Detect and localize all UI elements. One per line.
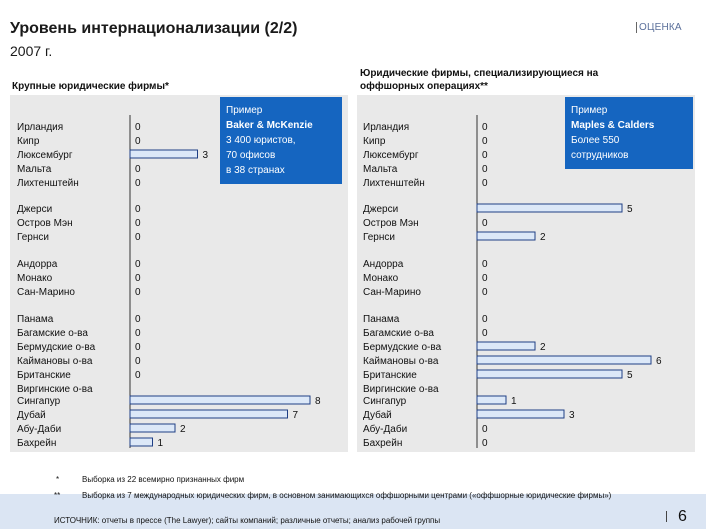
bar-value-label: 0: [482, 287, 488, 298]
bar-value-label: 0: [482, 314, 488, 325]
bar-value-label: 0: [135, 178, 141, 189]
bar-value-label: 0: [135, 370, 141, 381]
category-label: Монако: [17, 273, 53, 284]
bar-value-label: 0: [135, 232, 141, 243]
category-label: Кипр: [17, 136, 40, 147]
category-label: Каймановы о-ва: [363, 356, 439, 367]
bar-value-label: 0: [135, 287, 141, 298]
category-label: Британские Виргинские о-ва: [363, 370, 439, 395]
category-label: Гернси: [17, 232, 49, 243]
left-callout-line5: в 38 странах: [226, 165, 285, 176]
bar-value-label: 1: [511, 396, 517, 407]
category-label: Дубай: [363, 410, 392, 421]
footnote-mark-1: *: [56, 475, 60, 484]
bar-value-label: 0: [482, 178, 488, 189]
right-panel-title: Юридические фирмы, специализирующиеся на оффшорных операциях**: [360, 68, 599, 92]
category-label: Люксембург: [17, 150, 73, 161]
left-callout-firm: Baker & McKenzie: [226, 120, 313, 131]
category-label: Багамские о-ва: [363, 328, 434, 339]
category-label: Сингапур: [17, 396, 61, 407]
left-example-callout: [220, 97, 342, 184]
assessment-badge: ОЦЕНКА: [636, 22, 682, 33]
category-label: Люксембург: [363, 150, 419, 161]
footnote-1: Выборка из 22 всемирно признанных фирм: [82, 475, 245, 484]
category-label: Гернси: [363, 232, 395, 243]
category-label: Мальта: [17, 164, 52, 175]
bar-value-label: 0: [135, 136, 141, 147]
bar-value-label: 0: [482, 424, 488, 435]
bar: [477, 342, 535, 350]
left-callout-line1: Пример: [226, 105, 263, 116]
category-label: Монако: [363, 273, 399, 284]
category-label: Остров Мэн: [17, 218, 73, 229]
page-title: Уровень интернационализации (2/2): [10, 20, 298, 37]
category-label: Сан-Марино: [17, 287, 75, 298]
left-panel-title: Крупные юридические фирмы*: [12, 81, 169, 92]
footnote-2: Выборка из 7 международных юридических фирм, в основном занимающихся оффшорными центрами («оффшорные юридические фирмы»): [82, 491, 612, 500]
category-label: Мальта: [363, 164, 398, 175]
bar-value-label: 0: [482, 259, 488, 270]
category-label: Британские Виргинские о-ва: [17, 370, 93, 395]
category-label: Бахрейн: [363, 438, 403, 449]
bar-value-label: 0: [135, 164, 141, 175]
bar-value-label: 0: [135, 273, 141, 284]
category-label: Андорра: [17, 259, 58, 270]
category-label: Абу-Даби: [363, 424, 408, 435]
category-label: Джерси: [363, 204, 399, 215]
bar: [477, 232, 535, 240]
right-callout-firm: Maples & Calders: [571, 120, 655, 131]
category-label: Панама: [363, 314, 400, 325]
bar-value-label: 8: [315, 396, 321, 407]
category-label: Ирландия: [363, 122, 410, 133]
bar: [477, 370, 622, 378]
bar-value-label: 0: [135, 122, 141, 133]
category-label: Бахрейн: [17, 438, 57, 449]
category-label: Бермудские о-ва: [17, 342, 96, 353]
category-label: Остров Мэн: [363, 218, 419, 229]
category-label: Андорра: [363, 259, 404, 270]
bar-value-label: 5: [627, 370, 633, 381]
page-subtitle: 2007 г.: [10, 43, 53, 59]
bar-value-label: 0: [135, 356, 141, 367]
bar-value-label: 0: [482, 273, 488, 284]
source-note: ИСТОЧНИК: отчеты в прессе (The Lawyer); сайты компаний; различные отчеты; анализ рабочей группы: [54, 516, 441, 525]
bar-value-label: 0: [482, 438, 488, 449]
category-label: Абу-Даби: [17, 424, 62, 435]
category-label: Дубай: [17, 410, 46, 421]
bar-value-label: 7: [292, 410, 299, 421]
bar-value-label: 0: [135, 218, 141, 229]
category-label: Панама: [17, 314, 54, 325]
category-label: Лихтенштейн: [363, 178, 425, 189]
category-label: Ирландия: [17, 122, 64, 133]
bar-value-label: 6: [656, 356, 662, 367]
category-label: Джерси: [17, 204, 53, 215]
right-callout-line1: Пример: [571, 105, 608, 116]
category-label: Каймановы о-ва: [17, 356, 93, 367]
bar-value-label: 0: [135, 328, 141, 339]
bar-value-label: 0: [482, 218, 488, 229]
category-label: Сингапур: [363, 396, 407, 407]
category-label: Сан-Марино: [363, 287, 421, 298]
category-label: Багамские о-ва: [17, 328, 88, 339]
bar-value-label: 0: [135, 259, 141, 270]
category-label: Кипр: [363, 136, 386, 147]
left-callout-line4: 70 офисов: [226, 150, 276, 161]
bar: [477, 410, 564, 418]
page-number: 6: [678, 508, 687, 525]
bar-value-label: 3: [202, 150, 209, 161]
bar-value-label: 0: [482, 328, 488, 339]
right-callout-line3: Более 550: [571, 135, 620, 146]
category-label: Бермудские о-ва: [363, 342, 442, 353]
bar-value-label: 0: [135, 342, 141, 353]
category-label: Лихтенштейн: [17, 178, 79, 189]
footnote-mark-2: **: [54, 491, 61, 500]
bar-value-label: 2: [540, 342, 546, 353]
left-callout-line3: 3 400 юристов,: [226, 135, 296, 146]
page-divider: [666, 511, 667, 522]
bar-value-label: 0: [482, 164, 488, 175]
bar-value-label: 2: [180, 424, 186, 435]
bar-value-label: 0: [482, 122, 488, 133]
bar: [477, 204, 622, 212]
bar-value-label: 1: [157, 438, 164, 449]
bar: [477, 356, 651, 364]
right-example-callout: [565, 97, 693, 169]
bar-value-label: 2: [540, 232, 546, 243]
bar-value-label: 3: [569, 410, 575, 421]
right-callout-line4: сотрудников: [571, 150, 629, 161]
bar-value-label: 0: [482, 136, 488, 147]
bar-value-label: 0: [482, 150, 488, 161]
bar: [477, 396, 506, 404]
bar-value-label: 5: [627, 204, 633, 215]
bar-value-label: 0: [135, 204, 141, 215]
bar-value-label: 0: [135, 314, 141, 325]
